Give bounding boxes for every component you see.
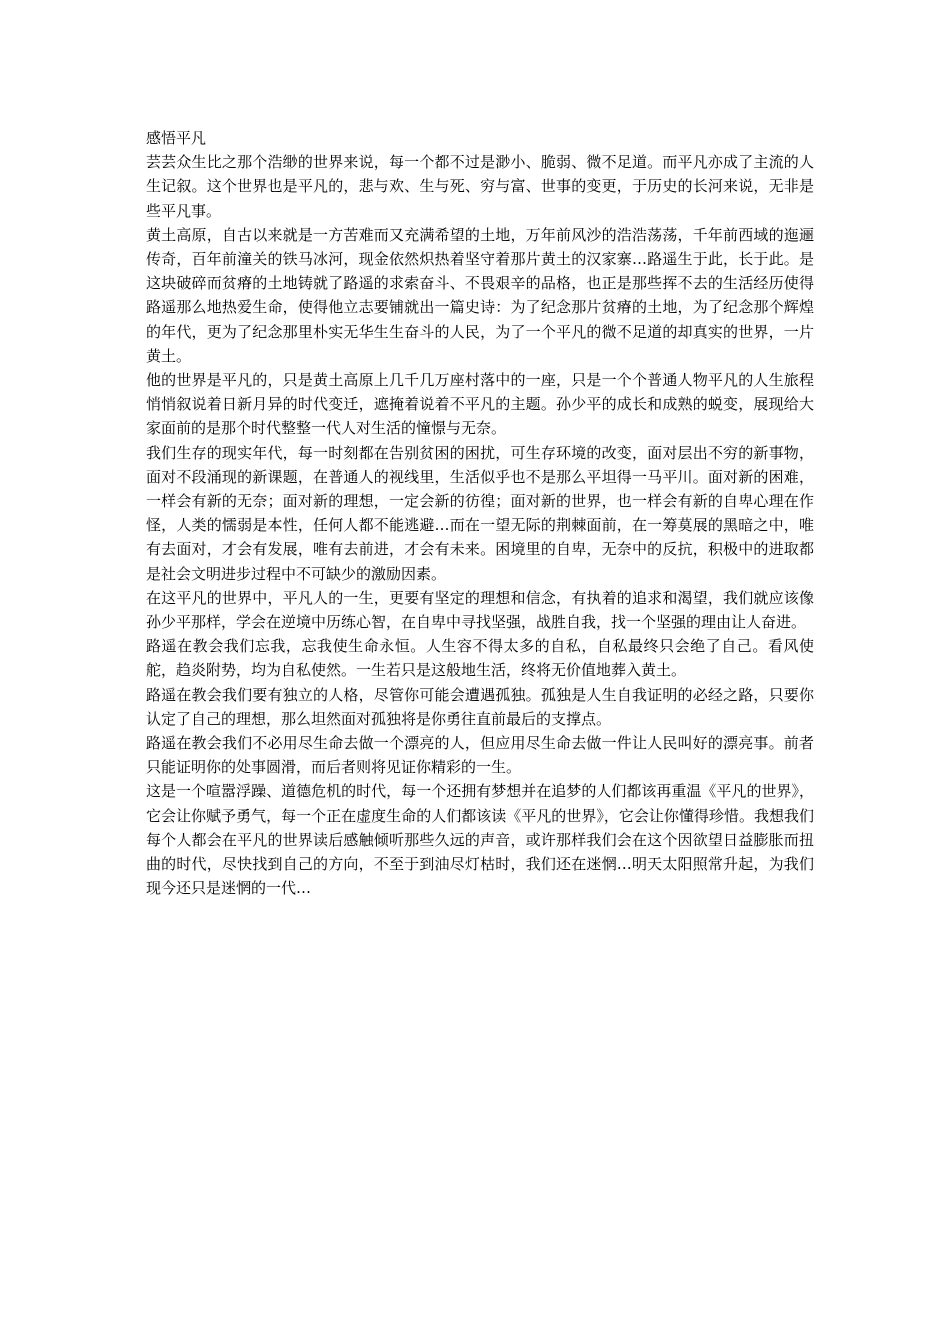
document-page [146, 126, 814, 901]
paragraph-9: 这是一个喧嚣浮躁、道德危机的时代，每一个还拥有梦想并在追梦的人们都该再重温《平凡的世界》，它会让你赋予勇气，每一个正在虚度生命的人们都该读《平凡的世界》，它会让你懂得珍惜。我想我们每个人都会在平凡的世界读后感触倾听那些久远的声音，或许那样我们会在这个因欲望日益膨胀而扭曲的时代，尽快找到自己的方向，不至于到油尽灯枯时，我们还在迷惘…明天太阳照常升起，为我们现今还只是迷惘的一代… [146, 782, 814, 898]
paragraph-6: 路遥在教会我们忘我，忘我使生命永恒。人生容不得太多的自私，自私最终只会绝了自己。看风使舵，趋炎附势，均为自私使然。一生若只是这般地生活，终将无价值地葬入黄土。 [146, 637, 814, 680]
paragraph-8: 路遥在教会我们不必用尽生命去做一个漂亮的人，但应用尽生命去做一件让人民叫好的漂亮事。前者只能证明你的处事圆滑，而后者则将见证你精彩的一生。 [146, 734, 814, 777]
paragraph-2: 黄土高原，自古以来就是一方苦难而又充满希望的土地，万年前风沙的浩浩荡荡，千年前西域的迤逦传奇，百年前潼关的铁马冰河，现金依然炽热着坚守着那片黄土的汉家寨…路遥生于此，长于此。是这块破碎而贫瘠的土地铸就了路遥的求索奋斗、不畏艰辛的品格，也正是那些挥不去的生活经历使得路遥那么地热爱生命，使得他立志要铺就出一篇史诗：为了纪念那片贫瘠的土地，为了纪念那个辉煌的年代，更为了纪念那里朴实无华生生奋斗的人民，为了一个平凡的微不足道的却真实的世界，一片黄土。 [146, 225, 814, 365]
paragraph-1: 芸芸众生比之那个浩缈的世界来说，每一个都不过是渺小、脆弱、微不足道。而平凡亦成了主流的人生记叙。这个世界也是平凡的，悲与欢、生与死、穷与富、世事的变更，于历史的长河来说，无非是些平凡事。 [146, 153, 814, 220]
paragraph-3: 他的世界是平凡的，只是黄土高原上几千几万座村落中的一座，只是一个个普通人物平凡的人生旅程悄悄叙说着日新月异的时代变迁，遮掩着说着不平凡的主题。孙少平的成长和成熟的蜕变，展现给大家面前的是那个时代整整一代人对生活的憧憬与无奈。 [146, 371, 814, 438]
paragraph-7: 路遥在教会我们要有独立的人格，尽管你可能会遭遇孤独。孤独是人生自我证明的必经之路，只要你认定了自己的理想，那么坦然面对孤独将是你勇往直前最后的支撑点。 [146, 685, 814, 728]
paragraph-5: 在这平凡的世界中，平凡人的一生，更要有坚定的理想和信念，有执着的追求和渴望，我们就应该像孙少平那样，学会在逆境中历练心智，在自卑中寻找坚强，战胜自我，找一个坚强的理由让人奋进。 [146, 588, 814, 632]
paragraph-4: 我们生存的现实年代，每一时刻都在告别贫困的困扰，可生存环境的改变，面对层出不穷的新事物，面对不段涌现的新课题，在普通人的视线里，生活似乎也不是那么平坦得一马平川。面对新的困难，一样会有新的无奈；面对新的理想，一定会新的彷徨；面对新的世界，也一样会有新的自卑心理在作怪，人类的懦弱是本性，任何人都不能逃避…而在一望无际的荆棘面前，在一筹莫展的黑暗之中，唯有去面对，才会有发展，唯有去前进，才会有未来。困境里的自卑，无奈中的反抗，积极中的进取都是社会文明进步过程中不可缺少的激励因素。 [146, 443, 814, 583]
document-title: 感悟平凡 [146, 129, 207, 147]
